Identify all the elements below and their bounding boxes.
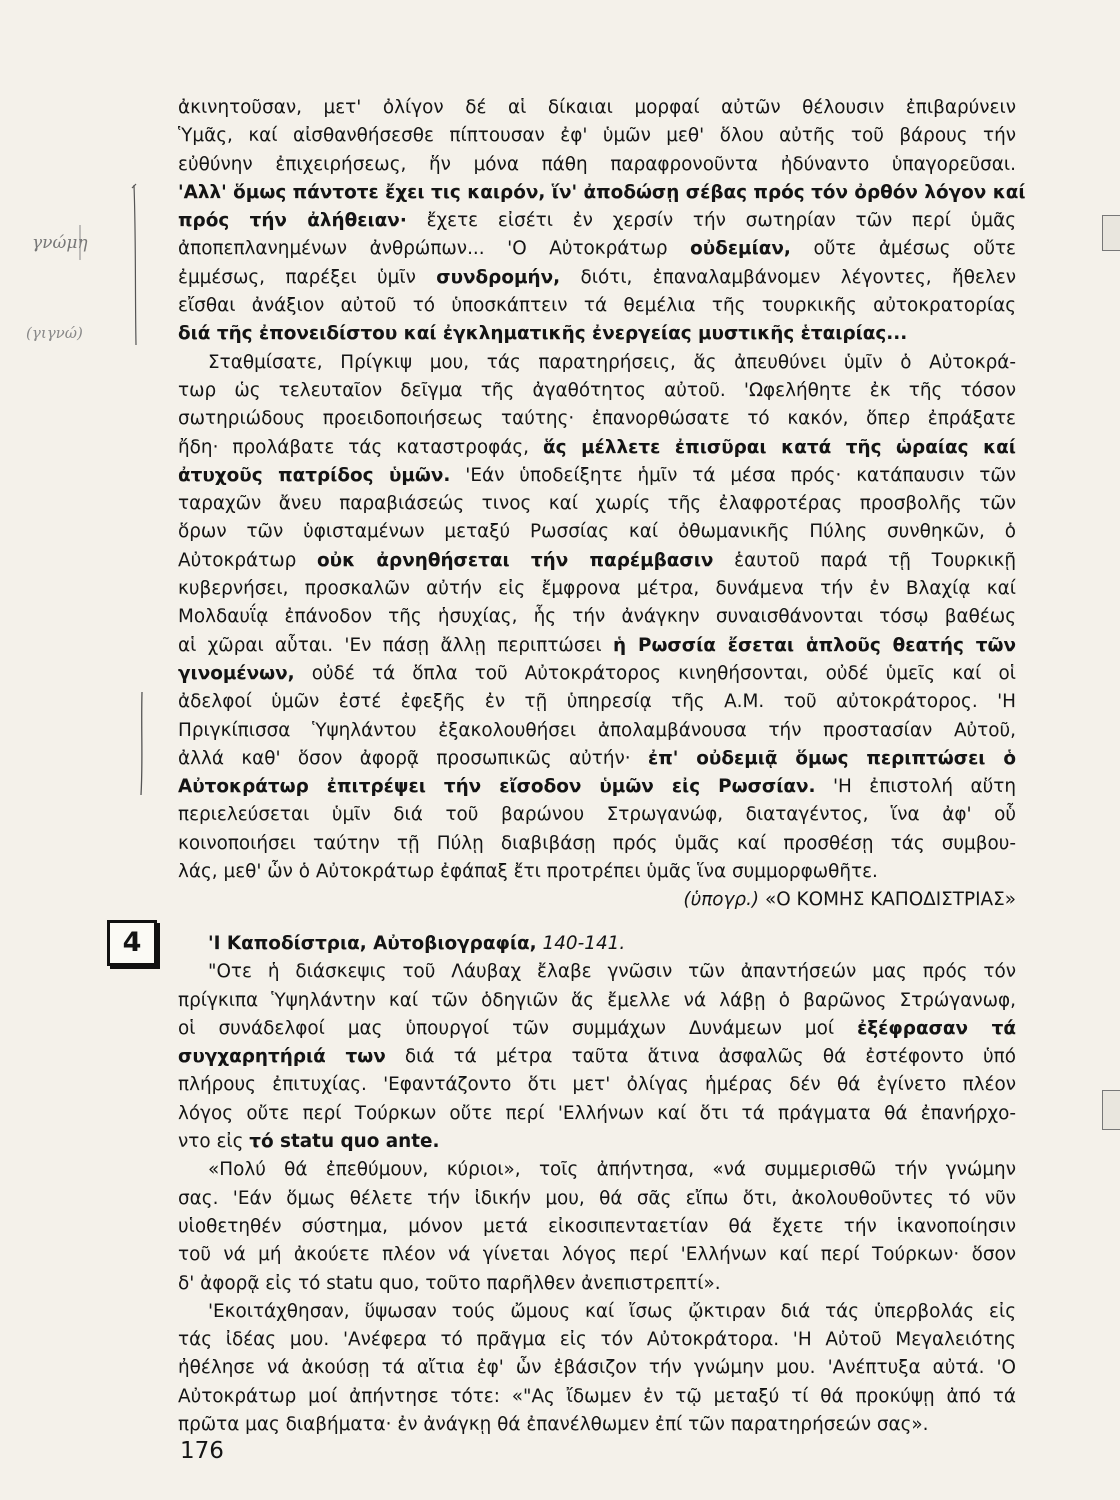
- text-run: κυβερνήσει, προσκαλῶν αὐτήν εἰς ἔμφρονα μέτρα, δυνάμενα τήν ἐν Βλαχίᾳ καί: [178, 578, 1016, 600]
- bold-text: συνδρομήν,: [436, 266, 561, 288]
- text-run: πλήρους ἐπιτυχίας. 'Εφαντάζοντο ὅτι μετ' ὀλίγας ἡμέρας δέν θά ἐγίνετο πλέον: [178, 1074, 1016, 1096]
- bold-text: τό statu quo ante.: [249, 1131, 440, 1153]
- text-run: λόγος οὔτε περί Τούρκων οὔτε περί 'Ελλήνων καί ὅτι τά πράγματα θά ἐπανήρχο-: [178, 1102, 1016, 1124]
- text-run: ἐμμέσως, παρέξει ὑμῖν: [178, 266, 437, 288]
- text-run: ἀκινητοῦσαν, μετ' ὀλίγον δέ αἱ δίκαιαι μορφαί αὐτῶν θέλουσιν ἐπιβαρύνειν: [178, 97, 1016, 118]
- text-run: οἱ συνάδελφοί μας ὑπουργοί τῶν συμμάχων Δυνάμεων μοί: [178, 1017, 858, 1039]
- bold-text: συγχαρητήριά των: [178, 1046, 386, 1068]
- text-line: [178, 264, 1016, 292]
- bold-text: πρός τήν ἀλήθειαν·: [178, 210, 407, 232]
- text-run: ντο εἰς: [178, 1131, 250, 1153]
- text-line: [178, 292, 1016, 320]
- text-run: «Πολύ θά ἐπεθύμουν, κύριοι», τοῖς ἀπήντησα, «νά συμμερισθῶ τήν γνώμην: [208, 1159, 1016, 1181]
- bold-text: οὐκ ἀρνηθήσεται τήν παρέμβασιν: [317, 549, 714, 571]
- text-line: [178, 518, 1016, 546]
- text-run: Αὐτοκράτωρ: [178, 549, 318, 571]
- text-line: [178, 745, 1016, 773]
- text-run: Ὑμᾶς, καί αἰσθανθήσεσθε πίπτουσαν ἐφ' ὑμῶν μεθ' ὅλου αὐτῆς τοῦ βάρους τήν: [178, 125, 1016, 147]
- autobiography-excerpt: [178, 930, 1016, 1439]
- text-line: [178, 1326, 1016, 1354]
- text-run: πρίγκιπα Ὑψηλάντην καί τῶν ὁδηγιῶν ἅς ἔμελλε νά λάβῃ ὁ βαρῶνος Στρώγανωφ,: [178, 989, 1016, 1011]
- text-line: [178, 434, 1016, 462]
- text-line: [178, 349, 1016, 377]
- text-line: [178, 1411, 1016, 1439]
- text-line: [178, 462, 1016, 490]
- text-run: πρῶτα μας διαβήματα· ἐν ἀνάγκῃ θά ἐπανέλθωμεν ἐπί τῶν παρατηρήσεών σας».: [178, 1414, 929, 1436]
- bold-text: ἡ Ρωσσία ἔσεται ἁπλοῦς θεατής τῶν: [612, 634, 1016, 656]
- text-run: ἀδελφοί ὑμῶν ἐστέ ἐφεξῆς ἐν τῇ ὑπηρεσίᾳ τῆς Α.Μ. τοῦ αὐτοκράτορος. 'Η: [178, 691, 1016, 713]
- text-line: [178, 1100, 1016, 1128]
- bold-text: Αὐτοκράτωρ ἐπιτρέψει τήν εἴσοδον ὑμῶν εἰς Ρωσσίαν.: [178, 776, 816, 798]
- text-line: [178, 632, 1016, 660]
- margin-note-2: (γιγνώ): [26, 324, 83, 342]
- text-run: Σταθμίσατε, Πρίγκιψ μου, τάς παρατηρήσεις, ἅς ἀπευθύνει ὑμῖν ὁ Αὐτοκρά-: [208, 351, 1016, 373]
- text-line: [178, 1383, 1016, 1411]
- margin-note-1: γνώμη: [32, 233, 88, 253]
- text-run: αἱ χῶραι αὗται. 'Εν πάσῃ ἄλλῃ περιπτώσει: [178, 634, 613, 656]
- text-line: [178, 1298, 1016, 1326]
- text-line: [178, 405, 1016, 433]
- text-run: 'Εκοιτάχθησαν, ὕψωσαν τούς ὤμους καί ἴσως ᾤκτιραν διά τάς ὑπερβολάς εἰς: [208, 1300, 1016, 1322]
- text-run: ἔχετε εἰσέτι ἐν χερσίν τήν σωτηρίαν τῶν περί ὑμᾶς: [406, 210, 1016, 232]
- page-edge-tab: [1102, 215, 1120, 251]
- text-line: [178, 958, 1016, 986]
- text-line: [178, 94, 1016, 122]
- text-line: [178, 575, 1016, 603]
- text-line: [178, 207, 1016, 235]
- text-run: κοινοποιήσει ταύτην τῇ Πύλῃ διαβιβάσῃ πρός ὑμᾶς καί προσθέσῃ τάς συμβου-: [178, 832, 1016, 854]
- text-line: [178, 377, 1016, 405]
- bold-text: γινομένων,: [178, 662, 295, 684]
- text-line: [178, 490, 1016, 518]
- text-line: [178, 1043, 1016, 1071]
- text-run: ἤδη· προλάβατε τάς καταστροφάς,: [178, 436, 543, 458]
- bold-text: οὐδεμίαν,: [690, 238, 791, 260]
- text-run: τωρ ὡς τελευταῖον δεῖγμα τῆς ἀγαθότητος αὐτοῦ. 'Ωφελήθητε ἐκ τῆς τόσον: [178, 379, 1016, 401]
- page-edge-tab: [1102, 1090, 1120, 1130]
- text-run: ἠθέλησε νά ἀκούσῃ τά αἴτια ἐφ' ὧν ἐβάσιζον τήν γνώμην μου. 'Ανέπτυξα αὐτά. 'Ο: [178, 1357, 1016, 1379]
- bold-text: ἐπ' οὐδεμιᾷ ὅμως περιπτώσει ὁ: [647, 747, 1016, 769]
- text-run: ἀλλά καθ' ὅσον ἀφορᾷ προσωπικῶς αὐτήν·: [178, 747, 648, 769]
- text-line: [178, 987, 1016, 1015]
- text-run: οὔτε ἀμέσως οὔτε: [790, 238, 1016, 260]
- text-line: [178, 320, 1016, 348]
- text-line: [178, 773, 1016, 801]
- text-line: [178, 235, 1016, 263]
- text-line: [178, 179, 1026, 207]
- bold-text: 'Αλλ' ὅμως πάντοτε ἔχει τις καιρόν, ἵν' ἀποδώσῃ σέβας πρός τόν ὀρθόν λόγον καί: [178, 181, 1026, 203]
- text-line: [178, 547, 1016, 575]
- text-line: [178, 1128, 1016, 1156]
- text-run: σας. 'Εάν ὅμως θέλετε τήν ἰδικήν μου, θά σᾶς εἴπω ὅτι, ἀκολουθοῦντες τό νῦν: [178, 1187, 1016, 1209]
- italic-text: 140-141.: [536, 933, 626, 954]
- bold-text: ἅς μέλλετε ἐπισῦραι κατά τῆς ὡραίας καί: [543, 436, 1016, 458]
- text-run: οὐδέ τά ὅπλα τοῦ Αὐτοκράτορος κινηθήσονται, οὐδέ ὑμεῖς καί οἱ: [294, 662, 1016, 684]
- text-run: σωτηριώδους προειδοποιήσεως ταύτης· ἐπανορθώσατε τό κακόν, ὅπερ ἐπράξατε: [178, 408, 1016, 430]
- text-line: [178, 886, 1016, 914]
- text-line: [178, 930, 1016, 958]
- text-line: [178, 717, 1016, 745]
- text-line: [178, 151, 1016, 179]
- text-run: διότι, ἐπαναλαμβάνομεν λέγοντες, ἤθελεν: [560, 266, 1016, 288]
- bold-text: 'Ι Καποδίστρια, Αὐτοβιογραφία,: [208, 933, 537, 954]
- text-line: [178, 1354, 1016, 1382]
- text-run: Αὐτοκράτωρ μοί ἀπήντησε τότε: «"Ας ἴδωμεν ἐν τῷ μεταξύ τί θά προκύψῃ ἀπό τά: [178, 1385, 1016, 1407]
- text-line: [178, 1071, 1016, 1099]
- margin-handwriting-1: [28, 210, 108, 270]
- text-line: [178, 830, 1016, 858]
- text-run: ἀποπεπλανημένων ἀνθρώπων... 'Ο Αὐτοκράτωρ: [178, 238, 691, 260]
- text-run: ταραχῶν ἄνευ παραβιάσεώς τινος καί χωρίς τῆς ἐλαφροτέρας προσβολῆς τῶν: [178, 493, 1016, 515]
- italic-text: (ὑπογρ.): [683, 889, 760, 911]
- text-line: [178, 1270, 1016, 1298]
- text-run: 'Η ἐπιστολή αὕτη: [815, 776, 1016, 798]
- text-run: Πριγκίπισσα Ὑψηλάντου ἐξακολουθήσει ἀπολαμβάνουσα τήν προστασίαν Αὐτοῦ,: [178, 719, 1016, 741]
- text-line: [178, 1185, 1016, 1213]
- margin-bracket-2: [132, 690, 156, 800]
- text-run: ὅρων τῶν ὑφισταμένων μεταξύ Ρωσσίας καί ὀθωμανικῆς Πύλης συνθηκῶν, ὁ: [178, 521, 1016, 543]
- bold-text: ἀτυχοῦς πατρίδος ὑμῶν.: [178, 464, 451, 486]
- letter-body: [178, 94, 1026, 915]
- text-run: Μολδαυΐᾳ ἐπάνοδον τῆς ἡσυχίας, ἧς τήν ἀνάγκην συναισθάνονται τόσῳ βαθέως: [178, 606, 1016, 628]
- text-run: δ' ἀφορᾷ εἰς τό statu quo, τοῦτο παρῆλθεν ἀνεπιστρεπτί».: [178, 1272, 721, 1294]
- page-number: 176: [180, 1438, 224, 1464]
- text-run: τοῦ νά μή ἀκούετε πλέον νά γίνεται λόγος περί 'Ελλήνων καί περί Τούρκων· ὅσον: [178, 1244, 1016, 1266]
- text-run: "Οτε ἡ διάσκεψις τοῦ Λάυβαχ ἔλαβε γνῶσιν τῶν ἀπαντήσεών μας πρός τόν: [208, 961, 1016, 983]
- text-line: [178, 660, 1016, 688]
- text-run: διά τά μέτρα ταῦτα ἅτινα ἀσφαλῶς θά ἐστέφοντο ὑπό: [385, 1046, 1016, 1068]
- text-line: [178, 1156, 1016, 1184]
- text-line: [178, 801, 1016, 829]
- margin-bracket-1: [126, 180, 150, 350]
- text-run: ἑαυτοῦ παρά τῇ Τουρκικῇ: [713, 549, 1016, 571]
- text-run: 'Εάν ὑποδείξητε ἡμῖν τά μέσα πρός· κατάπαυσιν τῶν: [450, 464, 1017, 486]
- text-run: περιελεύσεται ὑμῖν διά τοῦ βαρώνου Στρωγανώφ, διαταγέντος, ἵνα ἀφ' οὗ: [178, 804, 1016, 826]
- document-number-box: 4: [107, 920, 157, 966]
- text-line: [178, 858, 1016, 886]
- text-run: εἴσθαι ἀνάξιον αὐτοῦ τό ὑποσκάπτειν τά θεμέλια τῆς τουρκικῆς αὐτοκρατορίας: [178, 295, 1016, 317]
- text-run: τάς ἰδέας μου. 'Ανέφερα τό πρᾶγμα εἰς τόν Αὐτοκράτορα. 'Η Αὐτοῦ Μεγαλειότης: [178, 1329, 1016, 1351]
- text-run: «Ο ΚΟΜΗΣ ΚΑΠΟΔΙΣΤΡΙΑΣ»: [759, 889, 1016, 911]
- text-line: [178, 603, 1016, 631]
- text-run: εὐθύνην ἐπιχειρήσεως, ἥν μόνα πάθη παραφρονοῦντα ἠδύναντο ὑπαγορεῦσαι.: [178, 153, 1016, 175]
- text-line: [178, 1213, 1016, 1241]
- text-line: [178, 688, 1016, 716]
- text-line: [178, 1241, 1016, 1269]
- bold-text: ἐξέφρασαν τά: [857, 1017, 1016, 1039]
- bold-text: διά τῆς ἐπονειδίστου καί ἐγκληματικῆς ἐνεργείας μυστικῆς ἑταιρίας...: [178, 323, 908, 345]
- text-line: [178, 122, 1016, 150]
- text-run: λάς, μεθ' ὧν ὁ Αὐτοκράτωρ ἐφάπαξ ἔτι προτρέπει ὑμᾶς ἵνα συμμορφωθῆτε.: [178, 861, 878, 883]
- text-line: [178, 1015, 1016, 1043]
- margin-handwriting-2: [24, 310, 114, 350]
- text-run: υἱοθετηθέν σύστημα, μόνον μετά εἰκοσιπενταετίαν θά ἔχετε τήν ἱκανοποίησιν: [178, 1215, 1016, 1237]
